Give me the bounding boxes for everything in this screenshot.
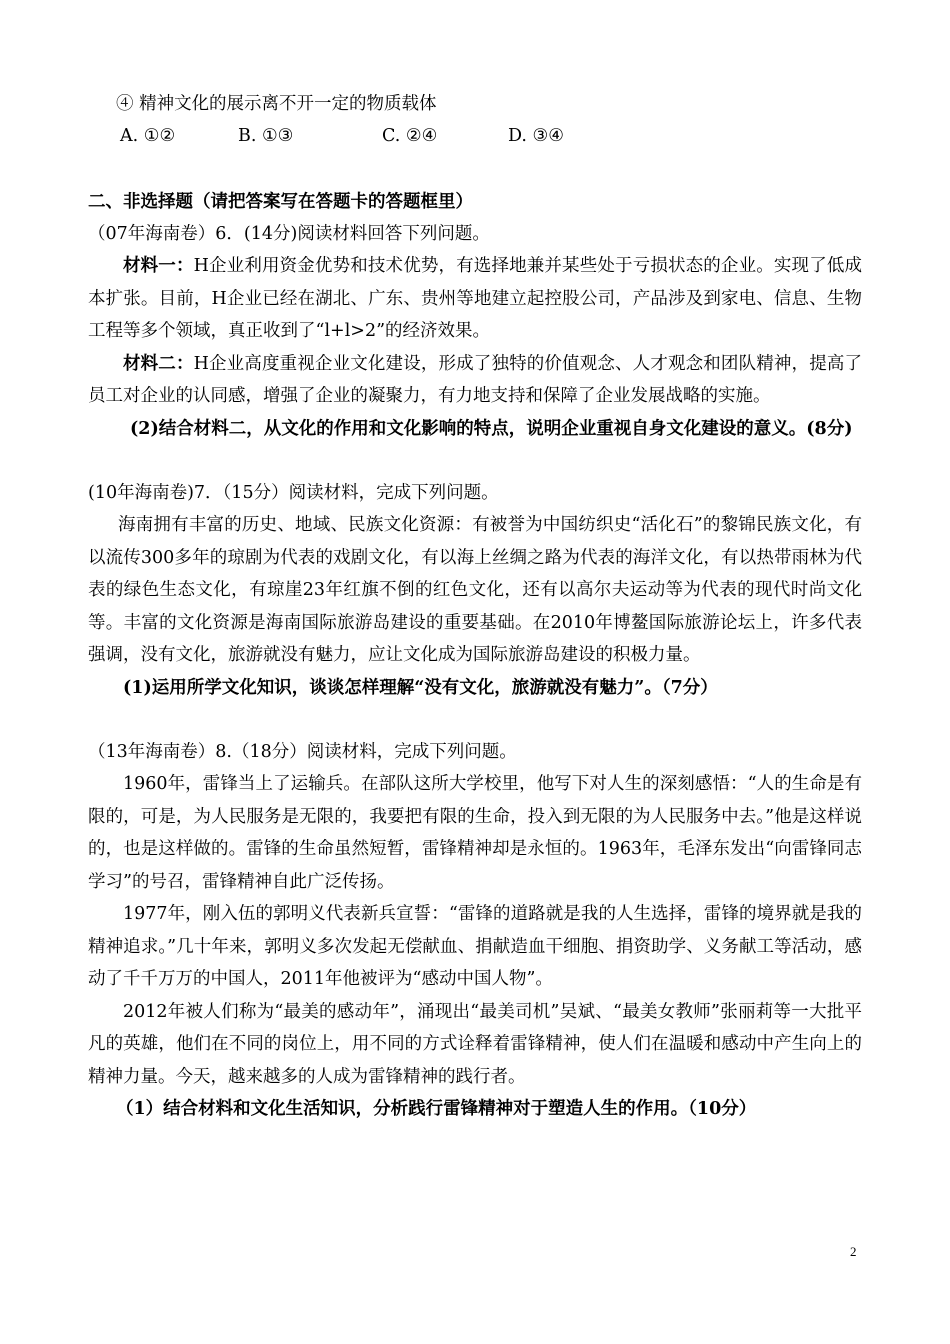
choice-a: A. ①② <box>120 126 176 146</box>
choice-d: D. ③④ <box>508 126 564 146</box>
material-2-label: 材料二： <box>123 353 194 374</box>
q7-question: (1)运用所学文化知识，谈谈怎样理解“没有文化，旅游就没有魅力”。（7分） <box>123 677 718 698</box>
q7-material: 海南拥有丰富的历史、地域、民族文化资源：有被誉为中国纺织史“活化石”的黎锦民族文化，有以流传300多年的琼剧为代表的戏剧文化，有以海上丝绸之路为代表的海洋文化，有以热带雨林为代表的绿色生态文化，有琼崖23年红旗不倒的红色文化，还有以高尔夫运动等为代表的现代时尚文化等。丰富的文化资源是海南国际旅游岛建设的重要基础。在2010年博鳌国际旅游论坛上，许多代表强调，没有文化，旅游就没有魅力，应让文化成为国际旅游岛建设的积极力量。 <box>88 515 862 665</box>
section-heading: 二、非选择题（请把答案写在答题卡的答题框里） <box>88 192 473 212</box>
q7-intro: (10年海南卷)7．（15分）阅读材料，完成下列问题。 <box>88 483 499 503</box>
choice-c: C. ②④ <box>382 126 438 146</box>
q8-intro: （13年海南卷）8.（18分）阅读材料，完成下列问题。 <box>88 742 517 762</box>
q5-option-4: ④ 精神文化的展示离不开一定的物质载体 <box>116 94 437 114</box>
material-1-label: 材料一： <box>123 256 194 276</box>
q6-material-1 <box>88 250 862 348</box>
material-2-text: H企业高度重视企业文化建设，形成了独特的价值观念、人才观念和团队精神，提高了员工对企业的认同感，增强了企业的凝聚力，有力地支持和保障了企业发展战略的实施。 <box>88 353 862 406</box>
choice-b: B. ①③ <box>238 126 294 146</box>
q6-question: (2)结合材料二，从文化的作用和文化影响的特点，说明企业重视自身文化建设的意义。(8分) <box>130 418 853 439</box>
q5-choices <box>88 120 862 152</box>
q8-paragraph-1: 1960年，雷锋当上了运输兵。在部队这所大学校里，他写下对人生的深刻感悟：“人的生命是有限的，可是，为人民服务是无限的，我要把有限的生命，投入到无限的为人民服务中去。”他是这样说的，也是这样做的。雷锋的生命虽然短暂，雷锋精神却是永恒的。1963年，毛泽东发出“向雷锋同志学习”的号召，雷锋精神自此广泛传扬。 <box>88 774 862 892</box>
material-1-text: H企业利用资金优势和技术优势，有选择地兼并某些处于亏损状态的企业。实现了低成本扩张。目前，H企业已经在湖北、广东、贵州等地建立起控股公司，产品涉及到家电、信息、生物工程等多个领域，真正收到了“l+l>2”的经济效果。 <box>88 256 862 341</box>
q8-paragraph-3: 2012年被人们称为“最美的感动年”，涌现出“最美司机”吴斌、“最美女教师”张丽莉等一大批平凡的英雄，他们在不同的岗位上，用不同的方式诠释着雷锋精神，使人们在温暖和感动中产生向上的精神力量。今天，越来越多的人成为雷锋精神的践行者。 <box>88 1001 862 1087</box>
q8-paragraph-2: 1977年，刚入伍的郭明义代表新兵宣誓：“雷锋的道路就是我的人生选择，雷锋的境界就是我的精神追求。”几十年来，郭明义多次发起无偿献血、捐献造血干细胞、捐资助学、义务献工等活动，感动了千千万万的中国人，2011年他被评为“感动中国人物”。 <box>88 904 862 989</box>
q8-question: （1）结合材料和文化生活知识，分析践行雷锋精神对于塑造人生的作用。（10分） <box>116 1099 757 1119</box>
q6-material-2 <box>88 348 862 413</box>
document-page <box>88 88 862 1126</box>
q6-intro: （07年海南卷）6．(14分)阅读材料回答下列问题。 <box>88 224 490 244</box>
page-number: 2 <box>850 1244 857 1259</box>
